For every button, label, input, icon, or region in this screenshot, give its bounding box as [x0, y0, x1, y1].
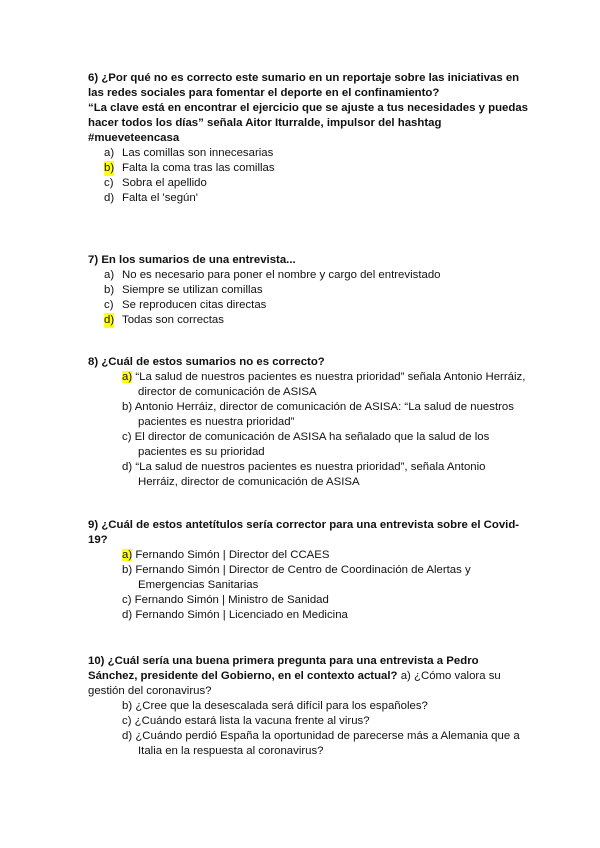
question-prompt: ¿Cuál sería una buena primera pregunta para una entrevista a Pedro Sánchez, presidente del Gobierno, en el contexto actual?: [88, 655, 479, 682]
option-c: c) El director de comunicación de ASISA ha señalado que la salud de los pacientes es su prioridad: [122, 431, 490, 458]
option-c: c) Fernando Simón | Ministro de Sanidad: [122, 594, 329, 606]
question-9-title: [88, 518, 528, 548]
highlight-marker: a): [122, 549, 133, 561]
highlight-marker: a): [122, 371, 133, 383]
question-6: [88, 71, 528, 206]
option-b: b) ¿Cree que la desescalada será difícil para los españoles?: [122, 700, 428, 712]
option-c: c) Se reproducen citas directas: [104, 299, 267, 311]
option-a: a) Las comillas son innecesarias: [104, 147, 274, 159]
option-b: b) Falta la coma tras las comillas: [104, 162, 275, 174]
option-b: b) Siempre se utilizan comillas: [104, 284, 263, 296]
question-8: [88, 355, 528, 490]
question-10-title: [88, 654, 528, 699]
question-number: 6): [88, 72, 99, 84]
question-7-title: [88, 253, 528, 268]
question-8-title: [88, 355, 528, 370]
option-a: a) No es necesario para poner el nombre y cargo del entrevistado: [104, 269, 441, 281]
option-a: a) “La salud de nuestros pacientes es nuestra prioridad” señala Antonio Herráiz, director de comunicación de ASISA: [122, 371, 526, 398]
question-7: [88, 253, 528, 328]
option-a: a) ¿Cómo valora su gestión del coronavirus?: [88, 670, 501, 697]
option-d: d) Todas son correctas: [104, 314, 224, 326]
option-b: b) Antonio Herráiz, director de comunicación de ASISA: “La salud de nuestros pacientes es nuestra prioridad”: [122, 401, 514, 428]
question-number: 7): [88, 254, 99, 266]
question-number: 10): [88, 655, 105, 667]
question-prompt: ¿Cuál de estos antetítulos sería corrector para una entrevista sobre el Covid-19?: [88, 519, 520, 546]
option-d: d) Falta el 'según': [104, 192, 198, 204]
question-number: 9): [88, 519, 99, 531]
option-a: a) Fernando Simón | Director del CCAES: [122, 549, 330, 561]
question-prompt: ¿Por qué no es correcto este sumario en un reportaje sobre las iniciativas en las redes sociales para fomentar el deporte en el confinamiento?: [88, 72, 520, 99]
question-6-title: [88, 71, 528, 101]
question-6-quote: “La clave está en encontrar el ejercicio que se ajuste a tus necesidades y puedas hacer todos los días” señala Aitor Iturralde, impulsor del hashtag #mueveteencasa: [88, 102, 529, 144]
question-prompt: En los sumarios de una entrevista...: [101, 254, 296, 266]
option-b: b) Fernando Simón | Director de Centro de Coordinación de Alertas y Emergencias Sanitarias: [122, 564, 471, 591]
highlight-marker: d): [104, 314, 115, 326]
option-d: d) “La salud de nuestros pacientes es nuestra prioridad”, señala Antonio Herráiz, director de comunicación de ASISA: [122, 461, 486, 488]
question-9: [88, 518, 528, 623]
question-10: [88, 654, 528, 759]
question-number: 8): [88, 356, 99, 368]
option-d: d) Fernando Simón | Licenciado en Medicina: [122, 609, 348, 621]
option-c: c) ¿Cuándo estará lista la vacuna frente al virus?: [122, 715, 370, 727]
question-prompt: ¿Cuál de estos sumarios no es correcto?: [101, 356, 325, 368]
highlight-marker: b): [104, 162, 115, 174]
option-c: c) Sobra el apellido: [104, 177, 207, 189]
option-d: d) ¿Cuándo perdió España la oportunidad de parecerse más a Alemania que a Italia en la respuesta al coronavirus?: [122, 730, 520, 757]
